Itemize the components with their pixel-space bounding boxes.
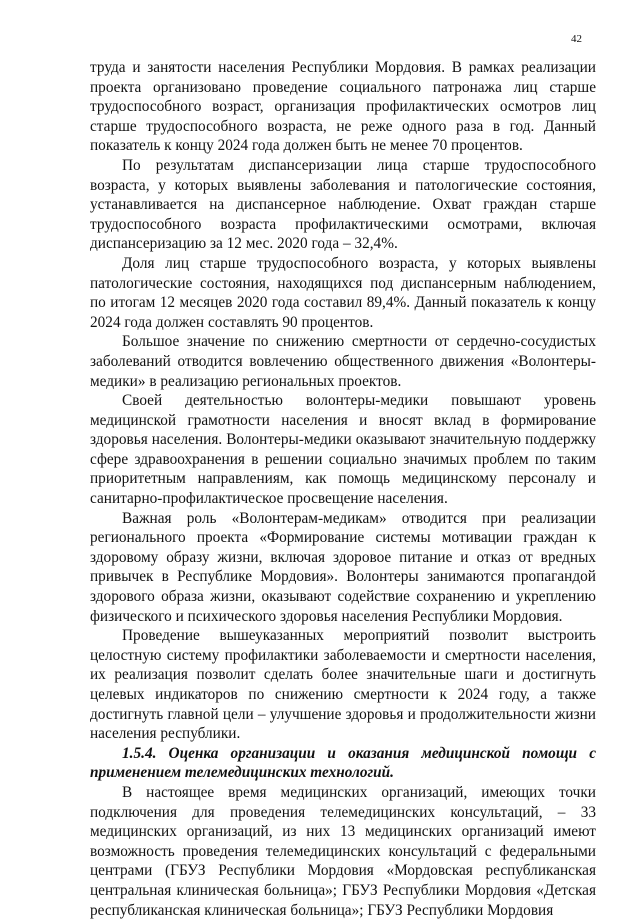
document-body — [90, 58, 596, 920]
paragraph-1: труда и занятости населения Республики Мордовия. В рамках реализации проекта организовано проведение социального патронажа лиц старше трудоспособного возраст, организация профилактических осмотров лиц старше трудоспособного возраста, не реже одного раза в год. Данный показатель к концу 2024 года должен быть не менее 70 процентов. — [90, 59, 596, 155]
paragraph-6: Важная роль «Волонтерам-медикам» отводится при реализации регионального проекта «Формирование системы мотивации граждан к здоровому образу жизни, включая здоровое питание и отказ от вредных привычек в Республике Мордовия». Волонтеры занимаются пропагандой здорового образа жизни, оказывают содействие сохранению и укреплению физического и психического здоровья населения Республики Мордовия. — [90, 509, 596, 625]
paragraph-4: Большое значение по снижению смертности от сердечно-сосудистых заболеваний отводится вовлечению общественного движения «Волонтеры-медики» в реализацию региональных проектов. — [90, 333, 596, 390]
section-heading: 1.5.4. Оценка организации и оказания медицинской помощи с применением телемедицинских технологий. — [90, 744, 596, 782]
paragraph-5: Своей деятельностью волонтеры-медики повышают уровень медицинской грамотности населения и вносят вклад в формирование здоровья населения. Волонтеры-медики оказывают значительную поддержку сфере здравоохранения в решении социально значимых проблем по таким приоритетным направлениям, как помощь медицинскому персоналу и санитарно-профилактическое просвещение населения. — [90, 392, 596, 508]
paragraph-3: Доля лиц старше трудоспособного возраста, у которых выявлены патологические состояния, находящихся под диспансерным наблюдением, по итогам 12 месяцев 2020 года составил 89,4%. Данный показатель к концу 2024 года должен составлять 90 процентов. — [90, 254, 596, 331]
paragraph-2: По результатам диспансеризации лица старше трудоспособного возраста, у которых выявлены заболевания и патологические состояния, устанавливается на диспансерное наблюдение. Охват граждан старше трудоспособного возраста профилактическими осмотрами, включая диспансеризацию за 12 мес. 2020 года – 32,4%. — [90, 156, 596, 253]
paragraph-7: Проведение вышеуказанных мероприятий позволит выстроить целостную систему профилактики заболеваемости и смертности населения, их реализация позволит сделать более значительные шаги и достигнуть целевых индикаторов по снижению смертности к 2024 году, а также достигнуть главной цели – улучшение здоровья и продолжительности жизни населения республики. — [90, 627, 596, 743]
page-number: 42 — [571, 33, 582, 45]
paragraph-8: В настоящее время медицинских организаций, имеющих точки подключения для проведения телемедицинских консультаций, – 33 медицинских организаций, из них 13 медицинских организаций имеют возможность проведения телемедицинских консультаций с федеральными центрами (ГБУЗ Республики Мордовия «Мордовская республиканская центральная клиническая больница»; ГБУЗ Республики Мордовия «Детская республиканская клиническая больница»; ГБУЗ Республики Мордовия — [90, 783, 596, 919]
